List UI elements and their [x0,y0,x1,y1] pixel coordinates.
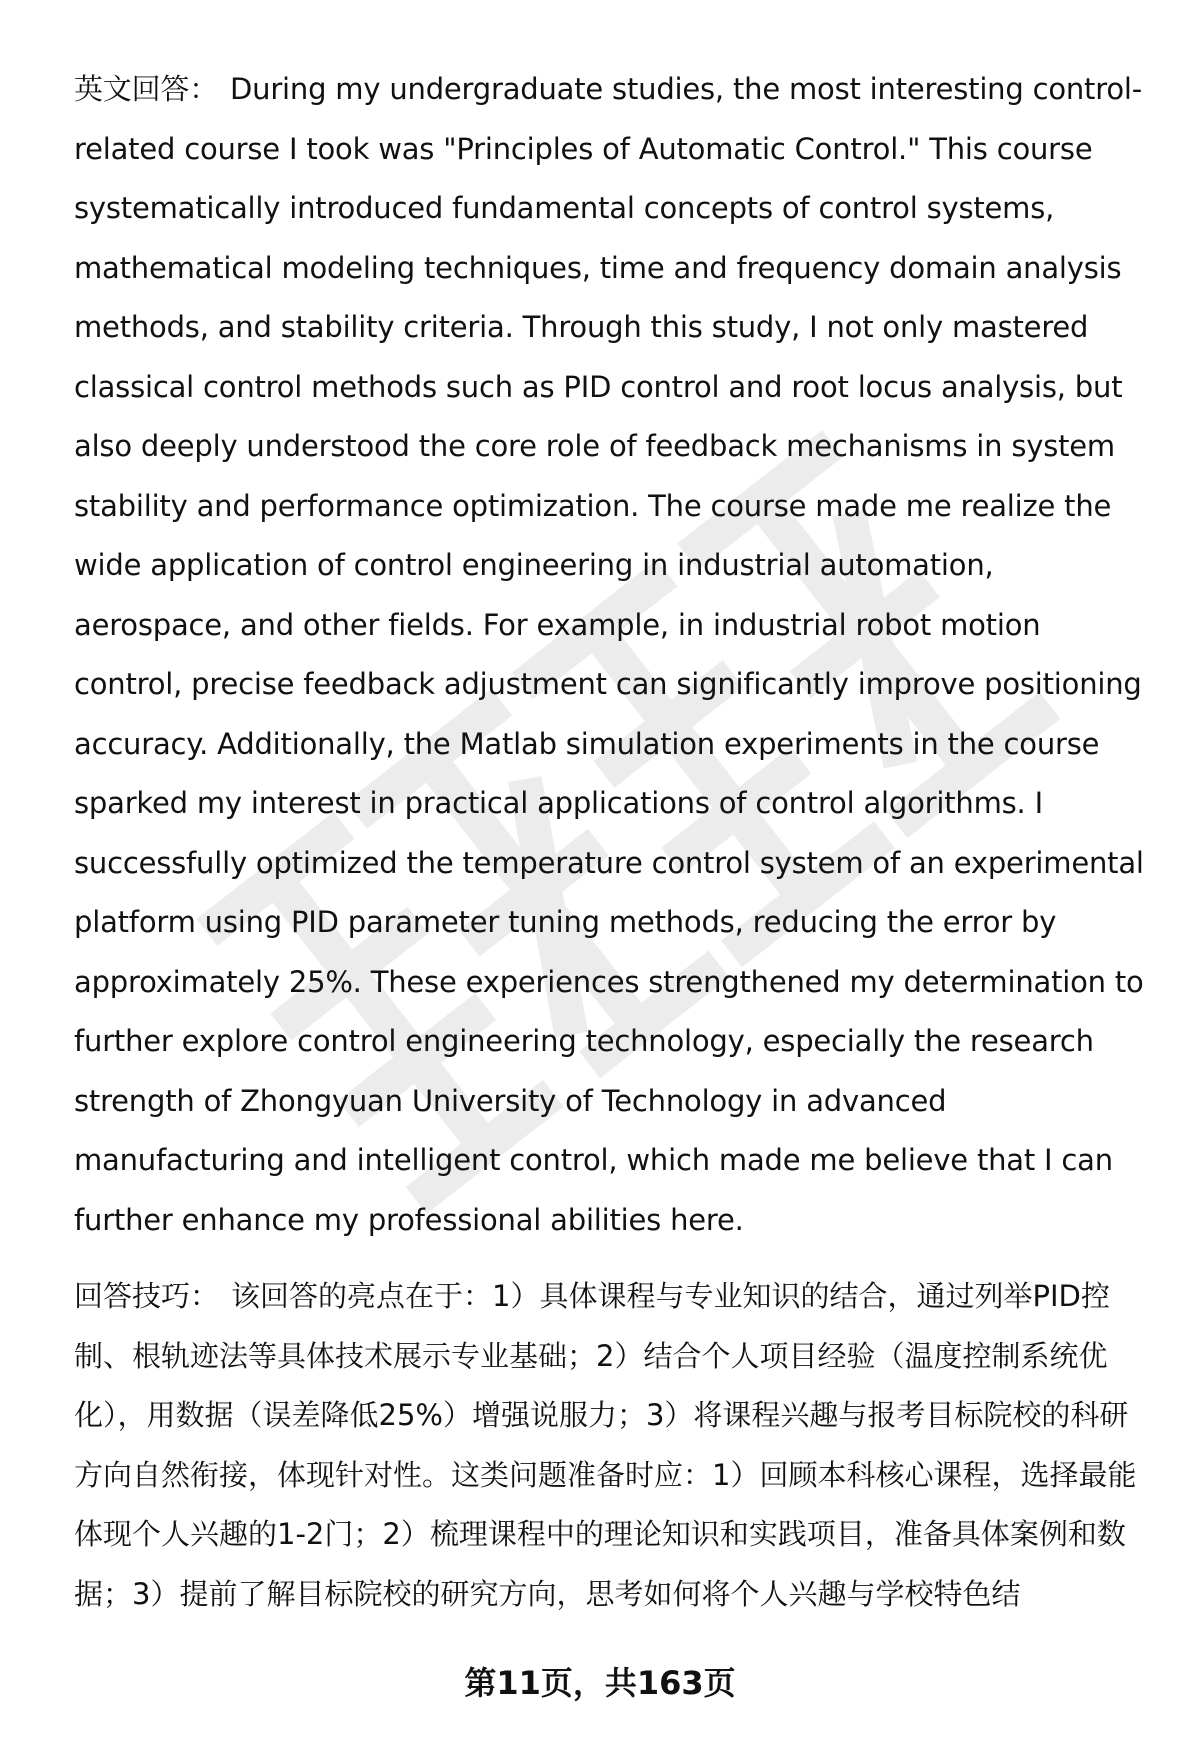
english-answer-label: 英文回答： [74,72,219,106]
answer-tips-text: 该回答的亮点在于：1）具体课程与专业知识的结合，通过列举PID控制、根轨迹法等具体技术展示专业基础；2）结合个人项目经验（温度控制系统优化），用数据（误差降低25%）增强说服力；3）将课程兴趣与报考目标院校的科研方向自然衔接，体现针对性。这类问题准备时应：1）回顾本科核心课程，选择最能体现个人兴趣的1-2门；2）梳理课程中的理论知识和实践项目，准备具体案例和数据；3）提前了解目标院校的研究方向，思考如何将个人兴趣与学校特色结 [74,1279,1137,1611]
english-answer-paragraph [74,60,1154,1250]
content-area [74,60,1154,1624]
page-indicator: 第11页，共163页 [464,1664,736,1702]
answer-tips-label: 回答技巧： [74,1279,220,1313]
answer-tips-paragraph [74,1267,1154,1624]
english-answer-text: During my undergraduate studies, the most interesting control-related course I took was "Principles of Automatic Control." This course systematically introduced fundamental concepts of control systems, mathematical modeling techniques, time and frequency domain analysis methods, and stability criteria. Through this study, I not only mastered classical control methods such as PID control and root locus analysis, but also deeply understood the core role of feedback mechanisms in system stability and performance optimization. The course made me realize the wide application of control engineering in industrial automation, aerospace, and other fields. For example, in industrial robot motion control, precise feedback adjustment can significantly improve positioning accuracy. Additionally, the Matlab simulation experiments in the course sparked my interest in practical applications of control algorithms. I successfully optimized the temperature control system of an experimental platform using PID parameter tuning methods, reducing the error by approximately 25%. These experiences strengthened my determination to further explore control engineering technology, especially the research strength of Zhongyuan University of Technology in advanced manufacturing and intelligent control, which made me believe that I can further enhance my professional abilities here. [74,72,1144,1237]
